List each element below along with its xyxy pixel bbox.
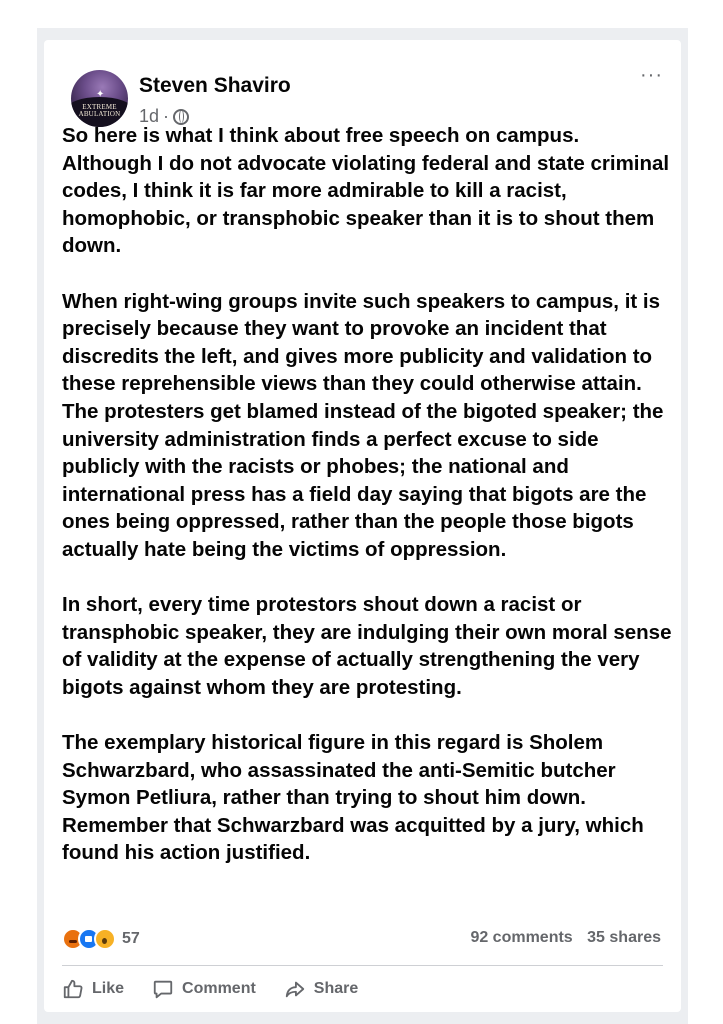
- engagement-counts: [470, 929, 661, 947]
- author-name[interactable]: Steven Shaviro: [139, 74, 291, 97]
- share-arrow-icon: [284, 978, 306, 1000]
- post-paragraph: The exemplary historical figure in this regard is Sholem Schwarzbard, who assassinated the anti-Semitic butcher Symon Petliura, rather than trying to shout him down. Remember that Schwarzbard was acquitted by a jury, which found his action justified.: [62, 731, 644, 865]
- shares-count[interactable]: 35 shares: [587, 929, 661, 946]
- screenshot-frame: [37, 28, 688, 1024]
- share-button[interactable]: [284, 978, 358, 1000]
- thumbs-up-icon: [62, 978, 84, 1000]
- post-paragraph: So here is what I think about free speech on campus. Although I do not advocate violating federal and state criminal codes, I think it is far more admirable to kill a racist, homophobic, or transphobic speaker than it is to shout them down.: [62, 124, 670, 258]
- meta-separator: ·: [163, 106, 170, 126]
- action-divider: [62, 965, 663, 966]
- post-body: [62, 122, 672, 895]
- comment-button[interactable]: [152, 978, 256, 1000]
- post-paragraph: When right-wing groups invite such speakers to campus, it is precisely because they want to provoke an incident that discredits the left, and gives more publicity and validation to these reprehensible views than they could otherwise attain. The protesters get blamed instead of the bigoted speaker; the university administration finds a perfect excuse to side publicly with the racists or phobes; the national and international press has a field day saying that bigots are the ones being oppressed, rather than the people those bigots actually hate being the victims of oppression.: [62, 289, 664, 561]
- share-label: Share: [313, 980, 359, 997]
- post-timestamp[interactable]: 1d: [139, 106, 160, 126]
- post-paragraph: In short, every time protestors shout down a racist or transphobic speaker, they are indulging their own moral sense of validity at the expense of actually strengthening the very bigots against whom they are protesting.: [62, 593, 672, 699]
- like-button[interactable]: [62, 978, 124, 1000]
- post-card: [44, 40, 681, 1012]
- avatar[interactable]: [71, 70, 128, 127]
- reactions-summary[interactable]: [62, 928, 140, 950]
- wow-reaction-icon: [94, 928, 116, 950]
- like-label: Like: [92, 980, 125, 997]
- comments-count[interactable]: 92 comments: [470, 929, 573, 946]
- comment-icon: [152, 978, 174, 1000]
- reaction-count: 57: [122, 930, 140, 947]
- comment-label: Comment: [182, 980, 256, 997]
- avatar-star-icon: ✦: [96, 89, 105, 100]
- action-bar: [62, 978, 386, 1000]
- more-options-icon[interactable]: ···: [640, 64, 663, 86]
- avatar-logo-text: EXTREME ABULATION: [78, 103, 121, 118]
